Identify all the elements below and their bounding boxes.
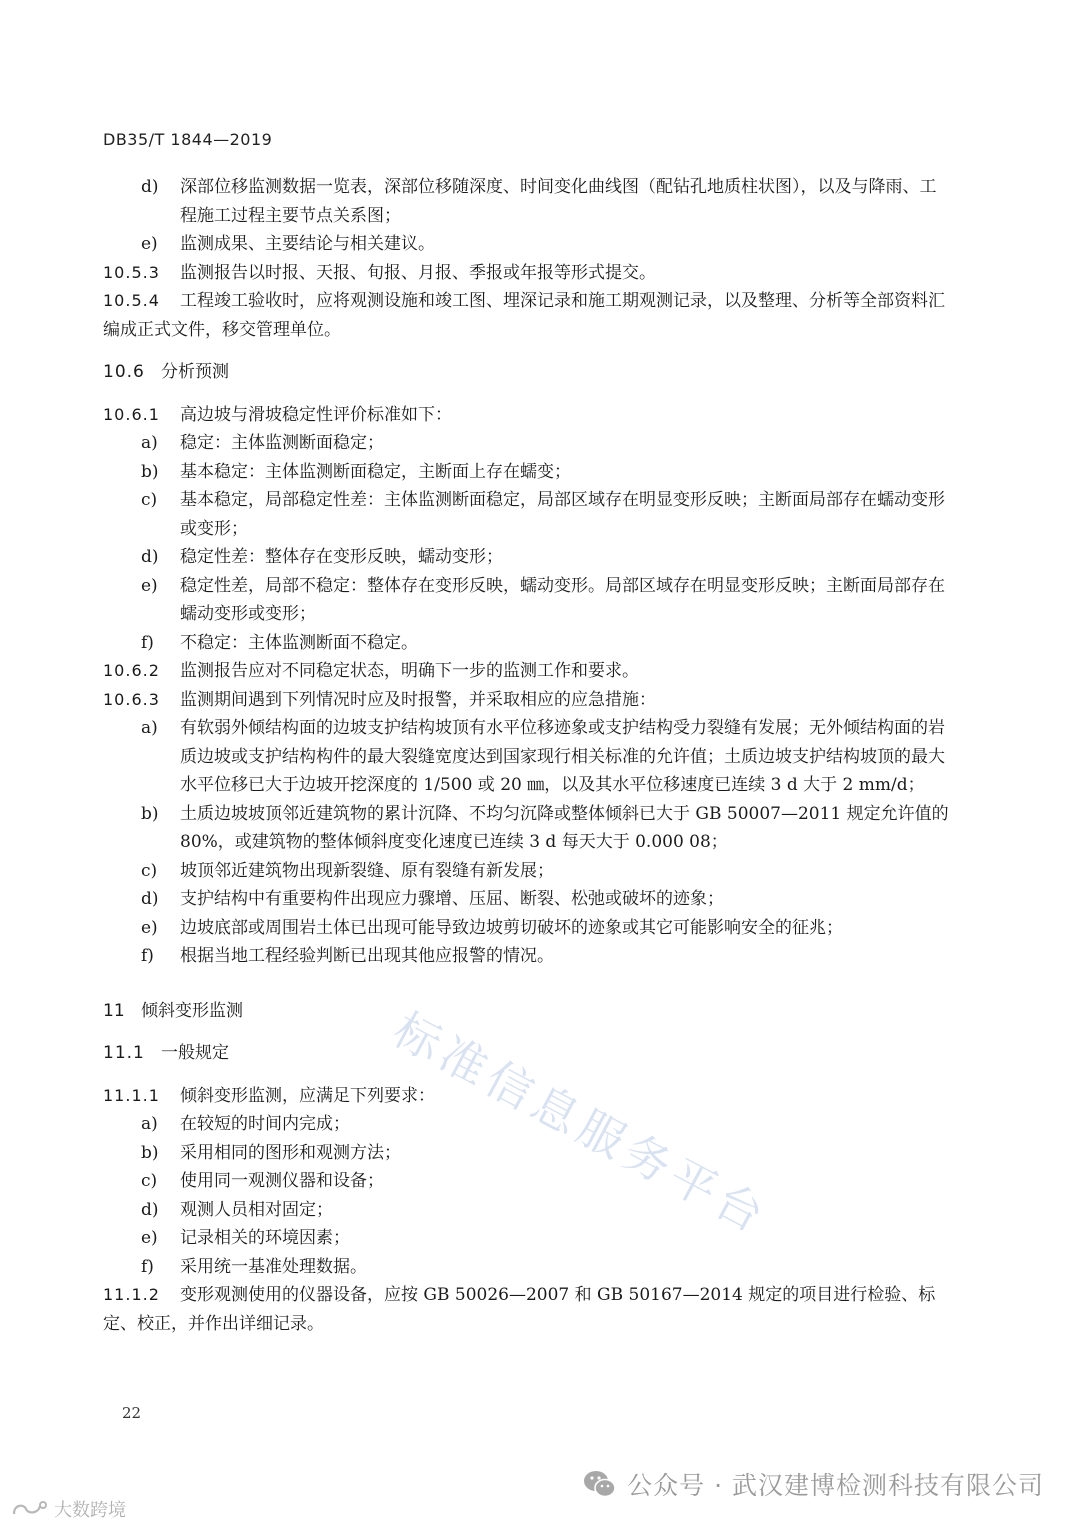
list-marker: a) (141, 433, 158, 453)
clause-number: 10.5.4 (103, 291, 160, 310)
clause-text: 监测期间遇到下列情况时应及时报警，并采取相应的应急措施： (180, 689, 656, 710)
brand-logo-icon (10, 1498, 50, 1520)
list-text: 边坡底部或周围岩土体已出现可能导致边坡剪切破坏的迹象或其它可能影响安全的征兆； (180, 917, 843, 938)
list-item (103, 1253, 953, 1282)
list-text: 稳定性差，局部不稳定：整体存在变形反映，蠕动变形。局部区域存在明显变形反映；主断面局部存在蠕动变形或变形； (180, 575, 945, 624)
corner-brand (10, 1496, 126, 1522)
list-item (103, 230, 953, 259)
list-item (103, 629, 953, 658)
chapter-title: 倾斜变形监测 (141, 1000, 243, 1021)
clause-number: 11.1.2 (103, 1285, 160, 1304)
clause-text: 变形观测使用的仪器设备，应按 GB 50026—2007 和 GB 50167—2014 规定的项目进行检验、标定、校正，并作出详细记录。 (103, 1285, 936, 1334)
list-text: 监测成果、主要结论与相关建议。 (180, 234, 435, 254)
section-heading-10-6 (103, 358, 953, 387)
list-text: 稳定性差：整体存在变形反映，蠕动变形； (180, 547, 503, 567)
clause-text: 工程竣工验收时，应将观测设施和竣工图、埋深记录和施工期观测记录，以及整理、分析等全部资料汇编成正式文件，移交管理单位。 (103, 291, 945, 340)
list-marker: b) (141, 461, 159, 482)
list-text: 土质边坡坡顶邻近建筑物的累计沉降、不均匀沉降或整体倾斜已大于 GB 50007—2011 规定允许值的 80%，或建筑物的整体倾斜度变化速度已连续 3 d 每天大于 0.000 08； (180, 803, 949, 852)
list-text: 深部位移监测数据一览表，深部位移随深度、时间变化曲线图（配钻孔地质柱状图），以及与降雨、工程施工过程主要节点关系图； (180, 177, 937, 226)
clause-text: 高边坡与滑坡稳定性评价标准如下： (180, 404, 452, 425)
list-marker: c) (141, 1171, 158, 1191)
chapter-heading-11 (103, 997, 953, 1026)
section-title: 一般规定 (161, 1043, 229, 1063)
list-marker: c) (141, 490, 158, 510)
list-item (103, 486, 953, 543)
clause-10-5-4 (103, 287, 953, 344)
list-item (103, 429, 953, 458)
document-body (103, 173, 953, 1338)
wechat-account-footer[interactable] (583, 1466, 1044, 1502)
chapter-number: 11 (103, 1000, 125, 1021)
list-item (103, 1224, 953, 1253)
clause-number: 10.6.1 (103, 404, 160, 424)
clause-10-5-3 (103, 259, 953, 288)
list-text: 坡顶邻近建筑物出现新裂缝、原有裂缝有新发展； (180, 860, 554, 881)
clause-10-6-3 (103, 686, 953, 715)
list-item (103, 1196, 953, 1225)
clause-number: 10.6.3 (103, 689, 160, 709)
list-item (103, 942, 953, 971)
list-text: 基本稳定：主体监测断面稳定，主断面上存在蠕变； (180, 461, 571, 482)
list-marker: b) (141, 803, 159, 824)
clause-11-1-2 (103, 1281, 953, 1338)
list-marker: f) (141, 1256, 154, 1277)
list-item (103, 885, 953, 914)
list-item (103, 1139, 953, 1168)
list-item (103, 1110, 953, 1139)
list-marker: e) (141, 1228, 158, 1248)
list-marker: e) (141, 575, 158, 596)
list-marker: d) (141, 547, 159, 567)
list-marker: a) (141, 718, 158, 738)
wechat-icon (583, 1469, 617, 1499)
clause-10-6-1 (103, 401, 953, 430)
list-item (103, 543, 953, 572)
list-text: 在较短的时间内完成； (180, 1114, 350, 1134)
clause-10-6-2 (103, 657, 953, 686)
list-text: 记录相关的环境因素； (180, 1228, 350, 1248)
list-item (103, 857, 953, 886)
list-text: 基本稳定，局部稳定性差：主体监测断面稳定，局部区域存在明显变形反映；主断面局部存在蠕动变形或变形； (180, 490, 945, 539)
list-item (103, 714, 953, 800)
list-marker: d) (141, 889, 159, 909)
list-item (103, 914, 953, 943)
list-marker: d) (141, 177, 159, 197)
clause-text: 监测报告应对不同稳定状态，明确下一步的监测工作和要求。 (180, 661, 639, 681)
corner-brand-text: 大数跨境 (54, 1500, 126, 1521)
list-marker: a) (141, 1114, 158, 1134)
list-item (103, 800, 953, 857)
list-item (103, 458, 953, 487)
clause-11-1-1 (103, 1082, 953, 1111)
section-heading-11-1 (103, 1039, 953, 1068)
list-text: 采用相同的图形和观测方法； (180, 1142, 401, 1163)
footer-text: 公众号 · 武汉建博检测科技有限公司 (627, 1471, 1044, 1500)
list-marker: c) (141, 860, 158, 881)
list-text: 不稳定：主体监测断面不稳定。 (180, 632, 418, 653)
list-marker: e) (141, 234, 158, 254)
clause-number: 11.1.1 (103, 1085, 160, 1105)
page-number: 22 (122, 1404, 142, 1422)
list-text: 支护结构中有重要构件出现应力骤增、压屈、断裂、松弛或破坏的迹象； (180, 889, 724, 909)
list-marker: f) (141, 632, 154, 653)
list-item (103, 173, 953, 230)
list-text: 观测人员相对固定； (180, 1199, 333, 1220)
section-title: 分析预测 (161, 362, 229, 382)
list-marker: f) (141, 946, 154, 966)
list-text: 根据当地工程经验判断已出现其他应报警的情况。 (180, 946, 554, 966)
clause-text: 倾斜变形监测，应满足下列要求： (180, 1085, 435, 1106)
list-item (103, 572, 953, 629)
section-number: 10.6 (103, 362, 145, 382)
list-text: 稳定：主体监测断面稳定； (180, 433, 384, 453)
document-code-header: DB35/T 1844—2019 (103, 130, 273, 149)
section-number: 11.1 (103, 1043, 145, 1063)
list-marker: e) (141, 917, 158, 938)
list-marker: b) (141, 1142, 159, 1163)
watermark-text: 标准信息服务平台 (384, 1002, 778, 1240)
list-item (103, 1167, 953, 1196)
list-text: 有软弱外倾结构面的边坡支护结构坡顶有水平位移迹象或支护结构受力裂缝有发展；无外倾结构面的岩质边坡或支护结构构件的最大裂缝宽度达到国家现行相关标准的允许值；土质边坡支护结构坡顶的最大水平位移已大于边坡开挖深度的 1/500 或 20 ㎜，以及其水平位移速度已连续 3 d 大于 2 mm/d； (180, 718, 945, 795)
clause-number: 10.6.2 (103, 661, 160, 680)
list-marker: d) (141, 1199, 159, 1220)
clause-text: 监测报告以时报、天报、旬报、月报、季报或年报等形式提交。 (180, 262, 656, 283)
list-text: 使用同一观测仪器和设备； (180, 1171, 384, 1191)
list-text: 采用统一基准处理数据。 (180, 1256, 367, 1277)
clause-number: 10.5.3 (103, 262, 160, 282)
